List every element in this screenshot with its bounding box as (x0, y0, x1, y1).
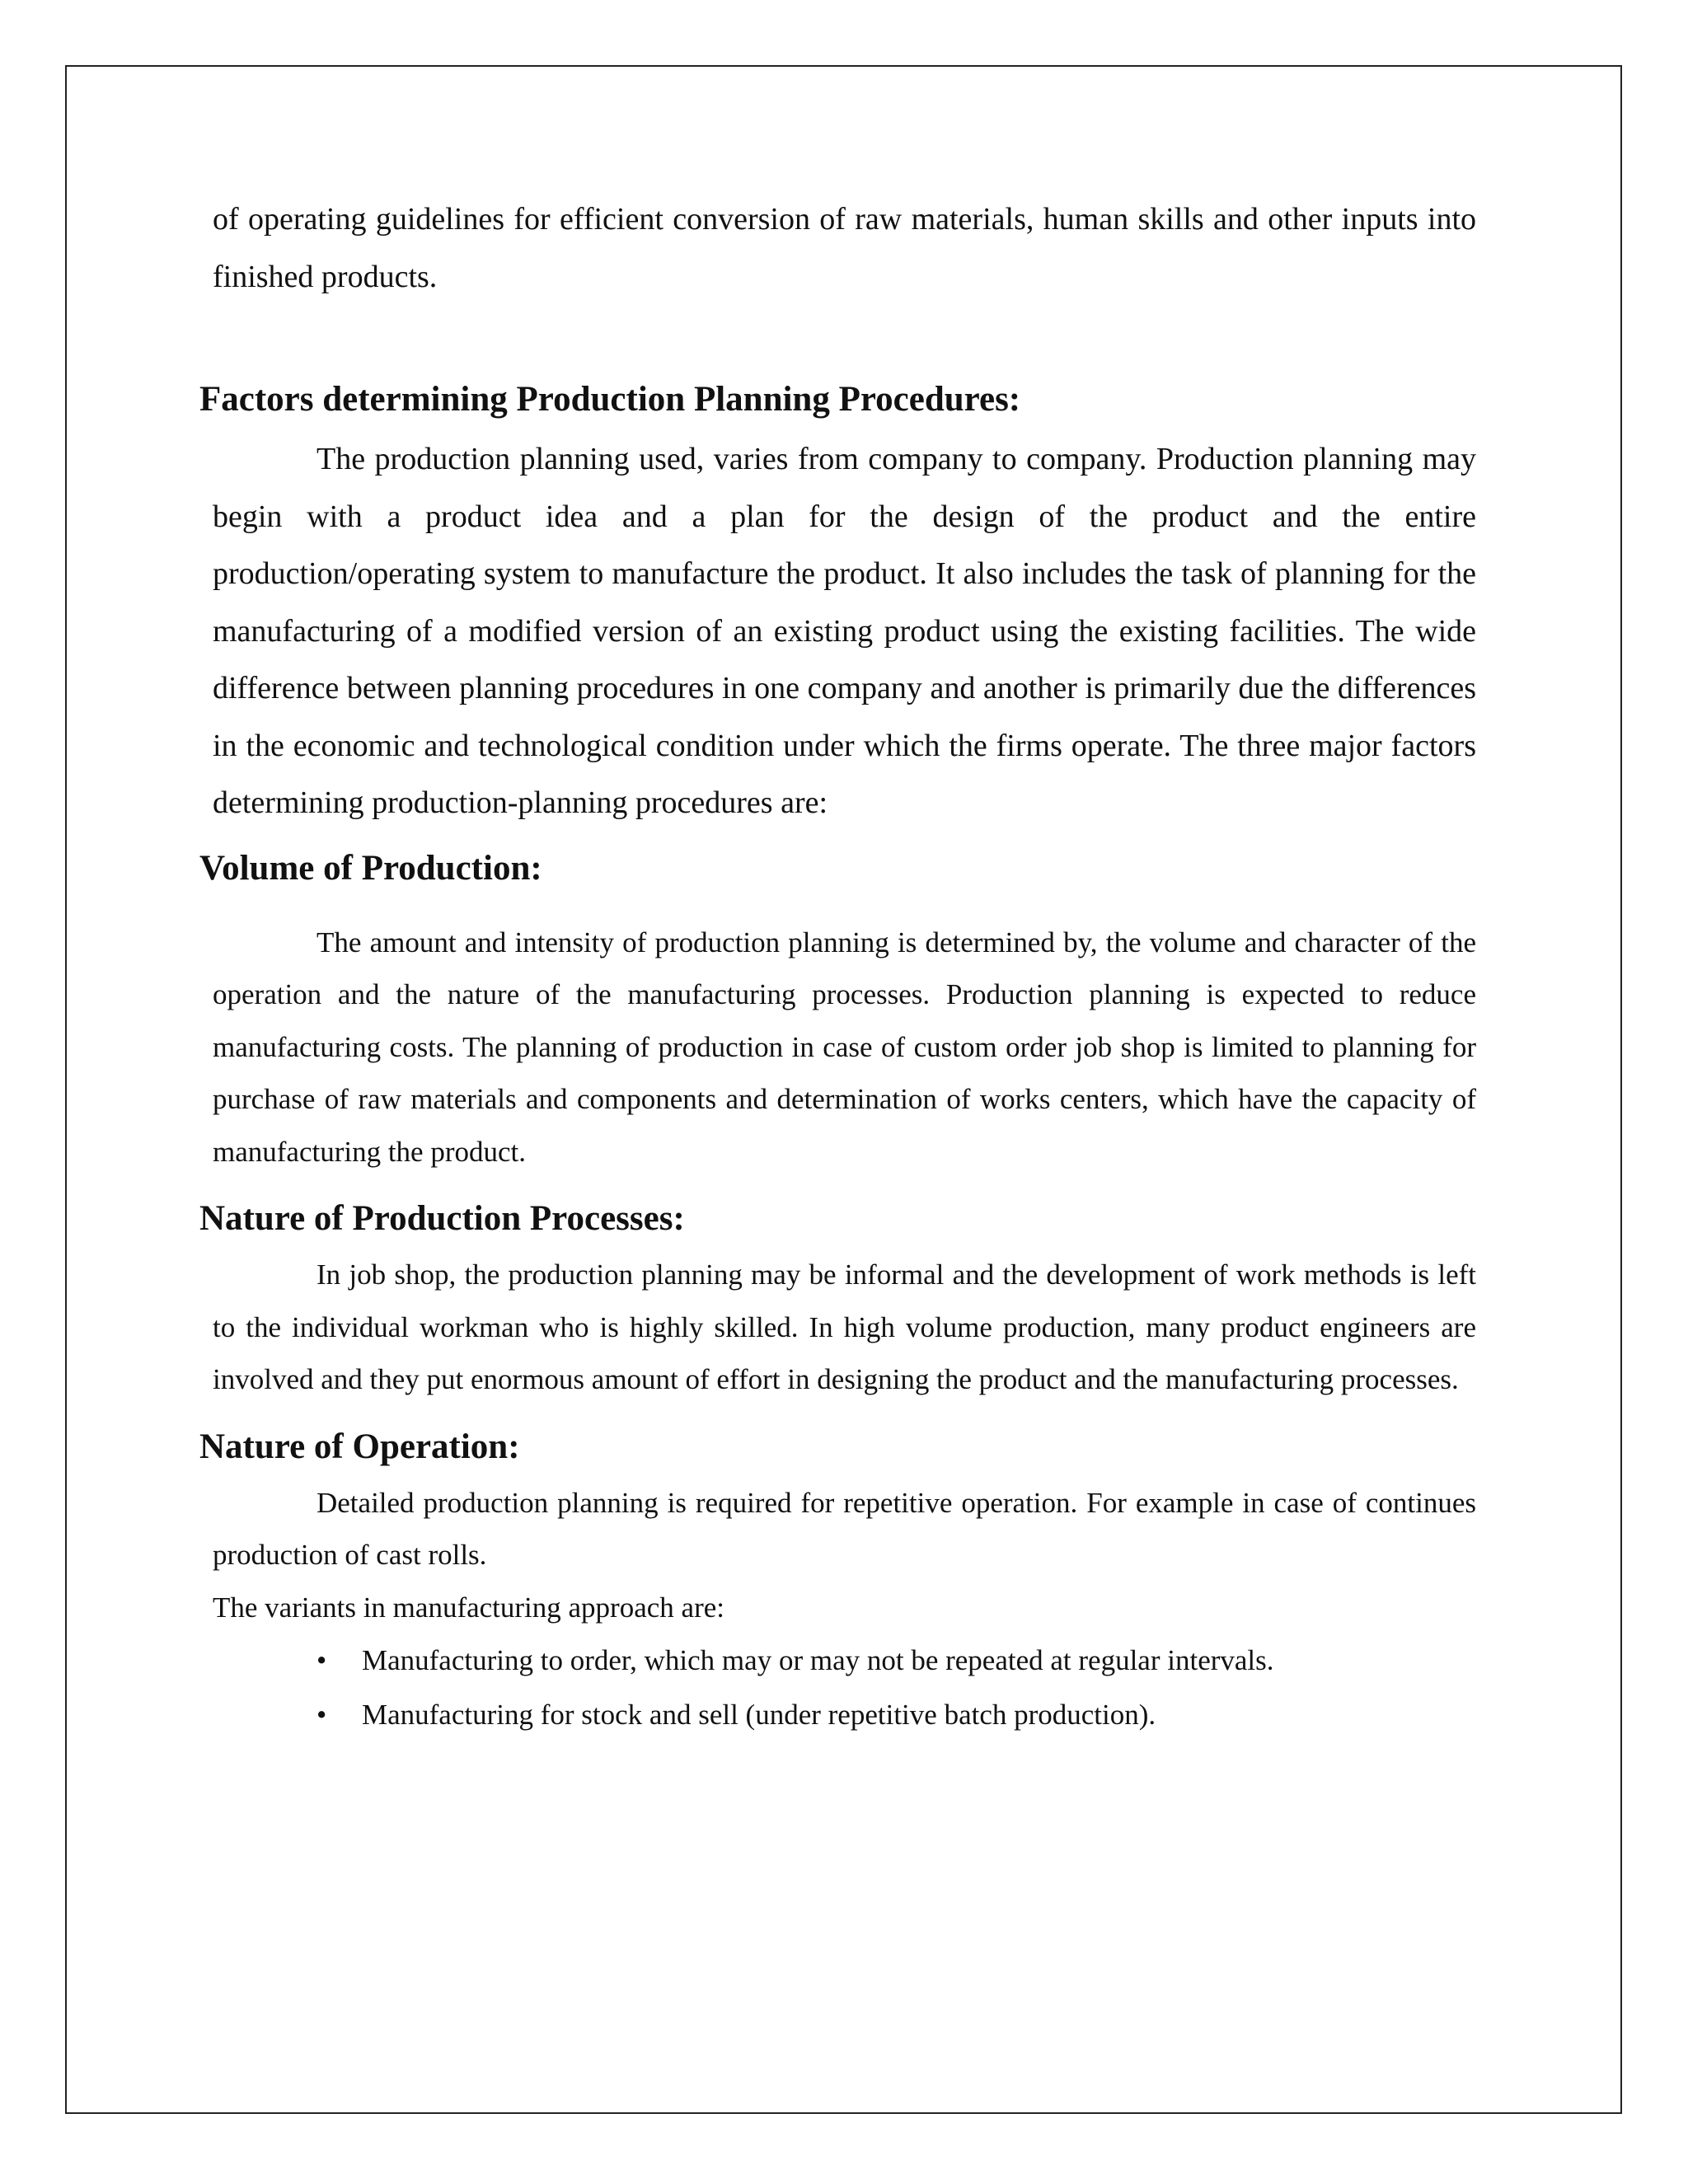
factors-paragraph: The production planning used, varies from company to company. Production planning may begin with a product idea and a plan for the design of the product and the entire production/operating system to manufacture the product. It also includes the task of planning for the manufacturing of a modified version of an existing product using the existing facilities. The wide difference between planning procedures in one company and another is primarily due the differences in the economic and technological condition under which the firms operate. The three major factors determining production-planning procedures are: (213, 442, 1476, 820)
list-item-text: Manufacturing to order, which may or may not be repeated at regular intervals. (362, 1644, 1274, 1676)
processes-paragraph: In job shop, the production planning may be informal and the development of work methods is left to the individual workman who is highly skilled. In high volume production, many product engineers are involved and they put enormous amount of effort in designing the product and the manufacturing processes. (213, 1258, 1476, 1395)
processes-heading: Nature of Production Processes: (199, 1199, 685, 1238)
list-item (213, 1633, 1476, 1688)
variants-intro: The variants in manufacturing approach are: (213, 1591, 724, 1624)
operation-paragraph: Detailed production planning is required for repetitive operation. For example in case of continues production of cast rolls. (213, 1486, 1476, 1571)
factors-heading: Factors determining Production Planning Procedures: (199, 380, 1021, 419)
bullet-icon: • (316, 1699, 327, 1731)
document-body (199, 191, 1476, 1742)
intro-paragraph: of operating guidelines for efficient conversion of raw materials, human skills and other inputs into finished products. (213, 202, 1476, 294)
bullet-icon: • (316, 1644, 327, 1676)
volume-heading: Volume of Production: (199, 848, 542, 888)
volume-paragraph: The amount and intensity of production planning is determined by, the volume and character of the operation and the nature of the manufacturing processes. Production planning is expected to reduce manufacturing costs. The planning of production in case of custom order job shop is limited to planning for purchase of raw materials and components and determination of works centers, which have the capacity of manufacturing the product. (213, 926, 1476, 1168)
operation-heading: Nature of Operation: (199, 1427, 520, 1466)
list-item-text: Manufacturing for stock and sell (under repetitive batch production). (362, 1699, 1156, 1731)
variants-list (213, 1633, 1476, 1742)
list-item (213, 1688, 1476, 1742)
